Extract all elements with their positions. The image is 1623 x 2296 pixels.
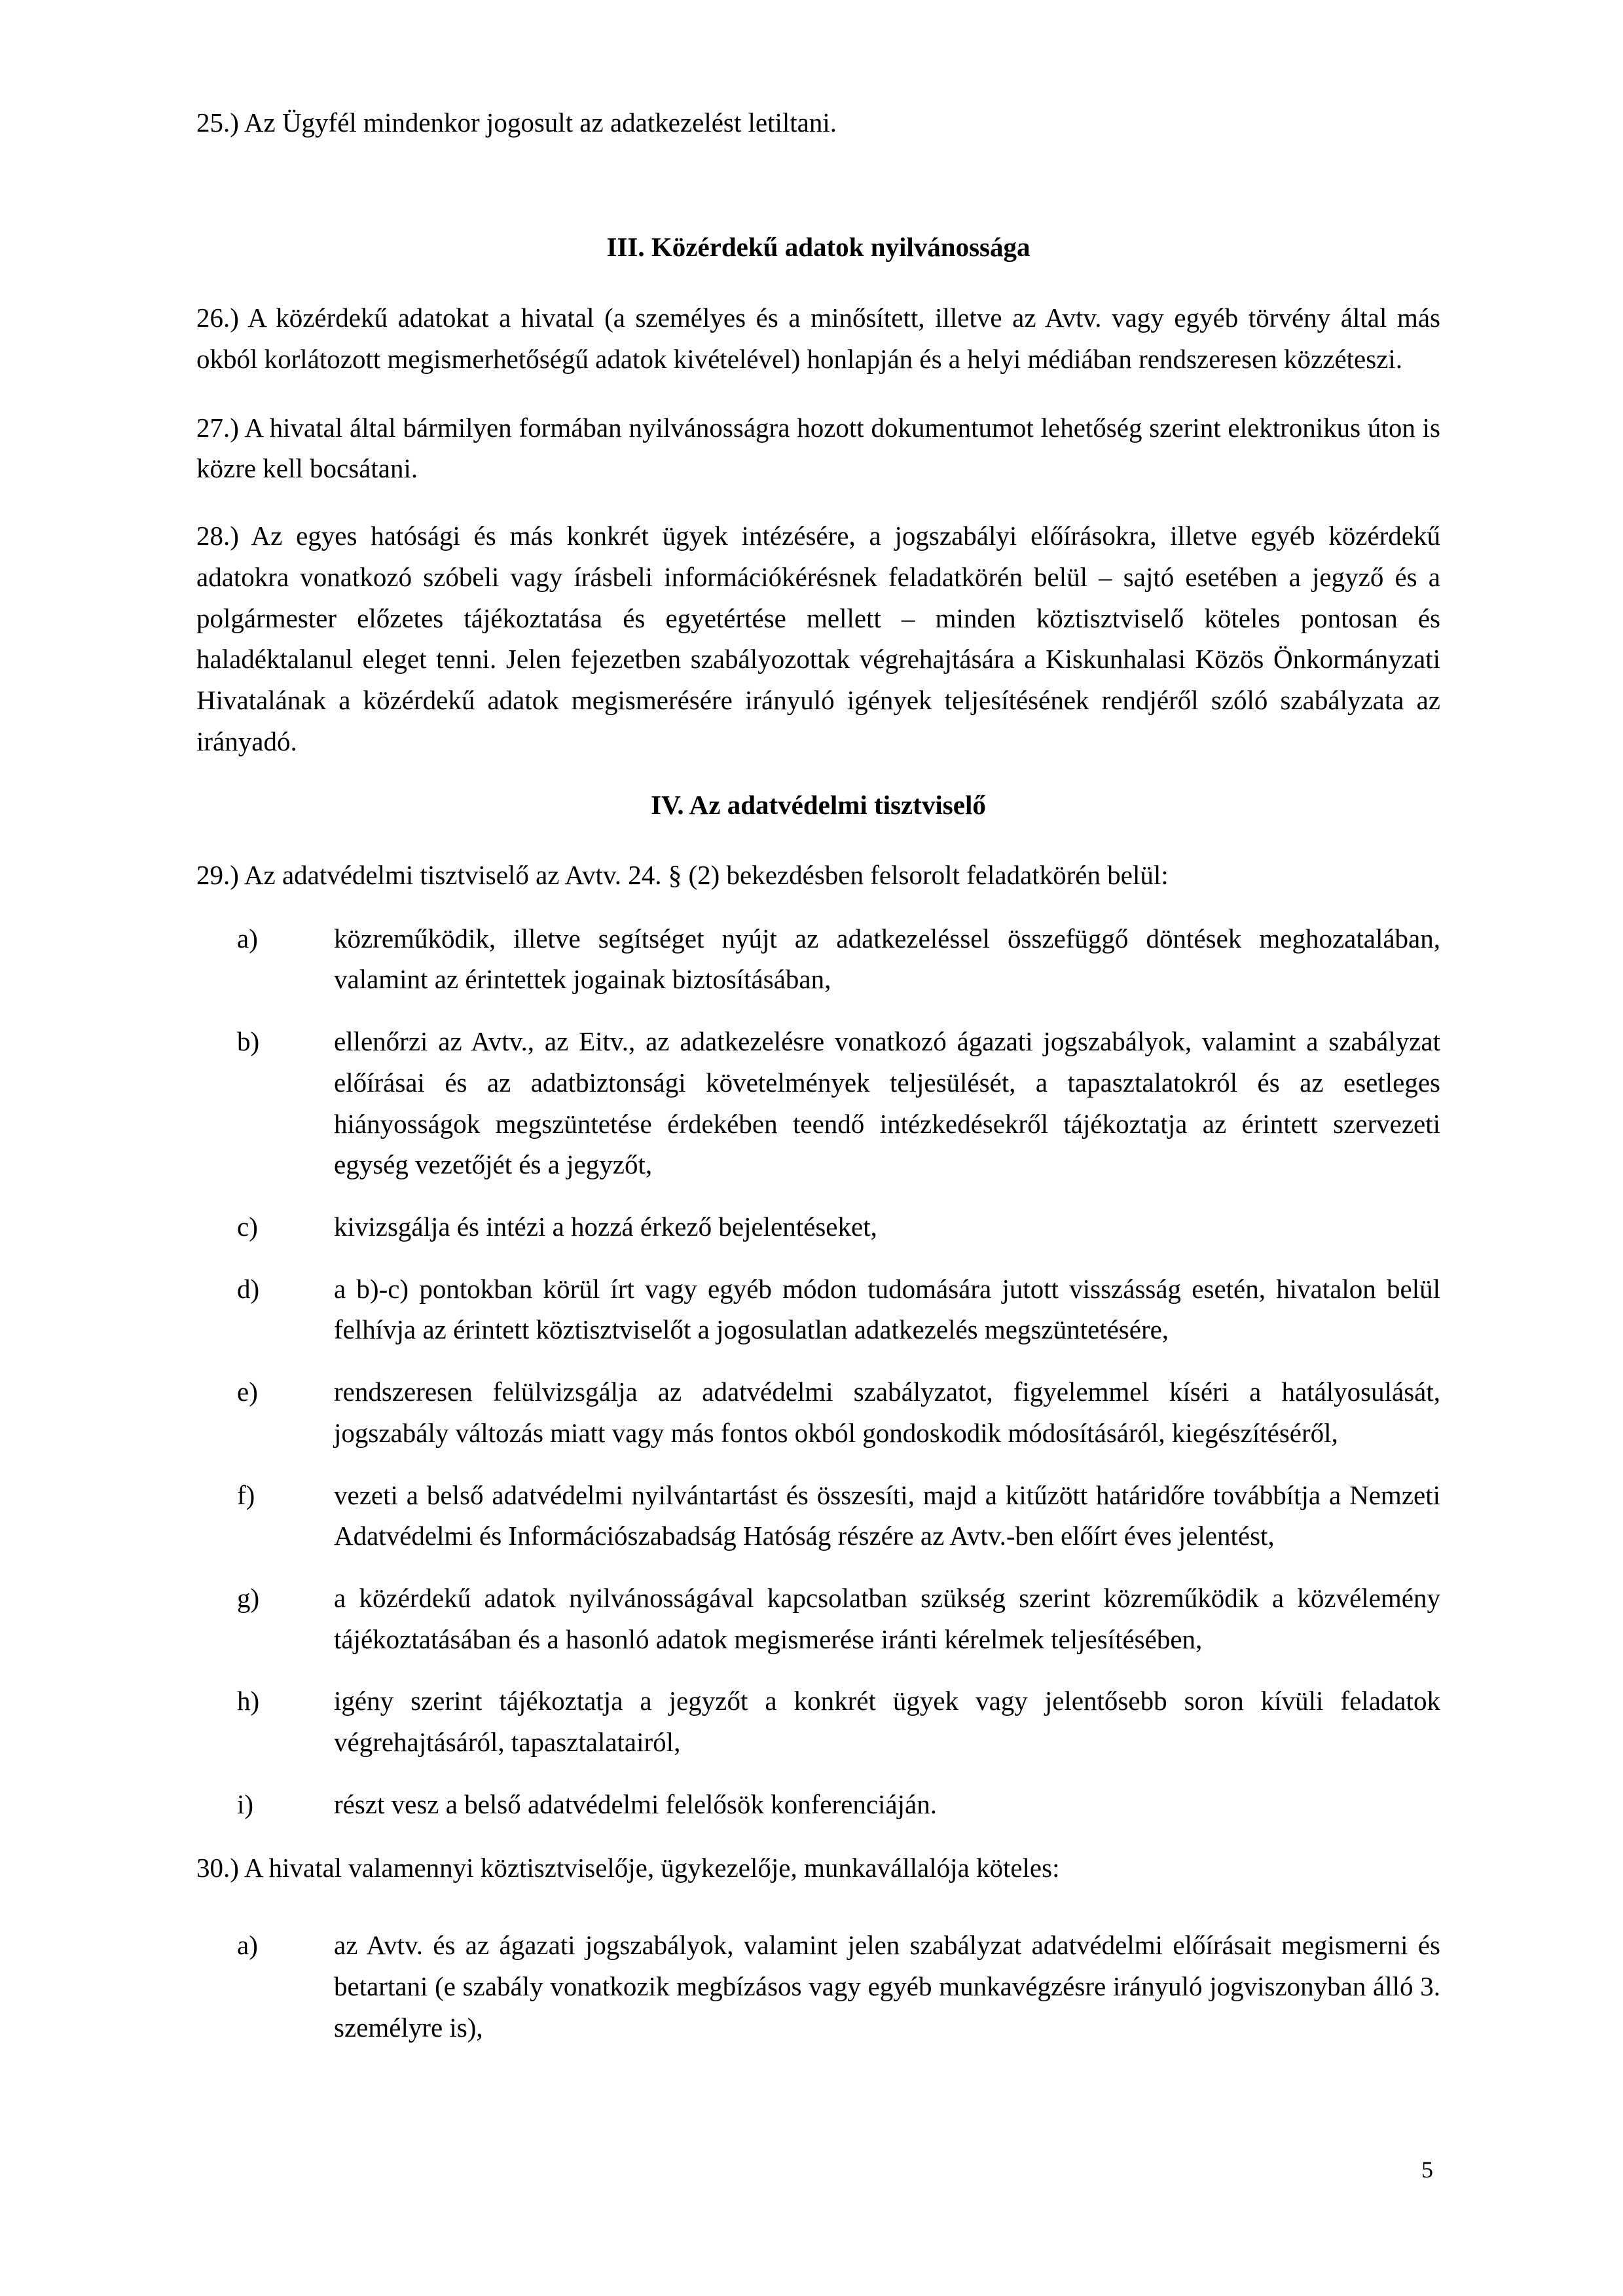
paragraph-item-26: 26.) A közérdekű adatokat a hivatal (a személyes és a minősített, illetve az Avtv. vagy egyéb törvény által más okból korlátozott megismerhetőségű adatok kivételével) honlapján és a helyi médiában rendszeresen közzéteszi. (196, 303, 1440, 374)
paragraph-item-28: 28.) Az egyes hatósági és más konkrét ügyek intézésére, a jogszabályi előírásokra, illetve egyéb közérdekű adatokra vonatkozó szóbeli vagy írásbeli információkérésnek feladatkörén belül – sajtó esetében a jegyző és a polgármester előzetes tájékoztatása és egyetértése mellett – minden köztisztviselő köteles pontosan és haladéktalanul eleget tenni. Jelen fejezetben szabályozottak végrehajtására a Kiskunhalasi Közös Önkormányzati Hivatalának a közérdekű adatok megismerésére irányuló igények teljesítésének rendjéről szóló szabályzata az irányadó. (196, 521, 1440, 756)
list-item-text: a b)-c) pontokban körül írt vagy egyéb módon tudomására jutott visszásság esetén, hivatalon belül felhívja az érintett köztisztviselőt a jogosulatlan adatkezelés megszüntetésére, (334, 1273, 1440, 1345)
list-item (237, 1784, 1440, 1825)
list-item-marker: c) (237, 1211, 258, 1242)
list-item-text: ellenőrzi az Avtv., az Eitv., az adatkezelésre vonatkozó ágazati jogszabályok, valamint a szabályzat előírásai és az adatbiztonsági követelmények teljesülését, a tapasztalatokról és az esetleges hiányosságok megszüntetése érdekében teendő intézkedésekről tájékoztatja az érintett szervezeti egység vezetőjét és a jegyzőt, (334, 1026, 1440, 1180)
list-item (237, 1021, 1440, 1185)
list-item (237, 1680, 1440, 1762)
list-item-text: kivizsgálja és intézi a hozzá érkező bejelentéseket, (334, 1211, 877, 1242)
list-item-marker: a) (237, 923, 258, 954)
list-item-text: igény szerint tájékoztatja a jegyzőt a konkrét ügyek vagy jelentősebb soron kívüli feladatok végrehajtásáról, tapasztalatairól, (334, 1686, 1440, 1758)
list-item-marker: d) (237, 1273, 260, 1304)
list-item (237, 1371, 1440, 1453)
page-content (196, 0, 1440, 2069)
list-item-text: közreműködik, illetve segítséget nyújt az adatkezeléssel összefüggő döntések meghozatalában, valamint az érintettek jogainak biztosításában, (334, 923, 1440, 995)
list-item-marker: a) (237, 1930, 258, 1961)
paragraph-item-25: 25.) Az Ügyfél mindenkor jogosult az adatkezelést letiltani. (196, 107, 837, 138)
list-item-29-sublist (196, 918, 1440, 1825)
section-heading-iii: III. Közérdekű adatok nyilvánossága (606, 231, 1030, 262)
list-item (237, 1206, 1440, 1248)
list-item (237, 918, 1440, 1000)
list-item-text: vezeti a belső adatvédelmi nyilvántartást és összesíti, majd a kitűzött határidőre továbbítja a Nemzeti Adatvédelmi és Információszabadság Hatóság részére az Avtv.-ben előírt éves jelentést, (334, 1479, 1440, 1551)
list-item (237, 1578, 1440, 1659)
list-item-marker: b) (237, 1026, 260, 1057)
paragraph-item-27: 27.) A hivatal által bármilyen formában nyilvánosságra hozott dokumentumot lehetőség szerint elektronikus úton is közre kell bocsátani. (196, 412, 1440, 484)
section-heading-iv: IV. Az adatvédelmi tisztviselő (651, 790, 986, 821)
list-item-text: rendszeresen felülvizsgálja az adatvédelmi szabályzatot, figyelemmel kíséri a hatályosulását, jogszabály változás miatt vagy más fontos okból gondoskodik módosításáról, kiegészítéséről, (334, 1377, 1440, 1448)
list-item (237, 1268, 1440, 1350)
list-item-marker: i) (237, 1788, 254, 1819)
list-item-marker: g) (237, 1582, 260, 1613)
paragraph-item-30: 30.) A hivatal valamennyi köztisztviselője, ügykezelője, munkavállalója köteles: (196, 1852, 1060, 1883)
page-number: 5 (1421, 2157, 1433, 2183)
list-item-30-sublist (196, 1925, 1440, 2048)
list-item-text: a közérdekű adatok nyilvánosságával kapcsolatban szükség szerint közreműködik a közvélemény tájékoztatásában és a hasonló adatok megismerése iránti kérelmek teljesítésében, (334, 1582, 1440, 1654)
list-item (237, 1475, 1440, 1557)
list-item-marker: f) (237, 1479, 255, 1510)
list-item-text: az Avtv. és az ágazati jogszabályok, valamint jelen szabályzat adatvédelmi előírásait megismerni és betartani (e szabály vonatkozik megbízásos vagy egyéb munkavégzésre irányuló jogviszonyban álló 3. személyre is), (334, 1930, 1440, 2043)
paragraph-item-29: 29.) Az adatvédelmi tisztviselő az Avtv. 24. § (2) bekezdésben felsorolt feladatkörén belül: (196, 859, 1169, 890)
list-item-text: részt vesz a belső adatvédelmi felelősök konferenciáján. (334, 1788, 937, 1819)
list-item-marker: h) (237, 1686, 260, 1716)
list-item-marker: e) (237, 1377, 258, 1407)
list-item (237, 1925, 1440, 2048)
